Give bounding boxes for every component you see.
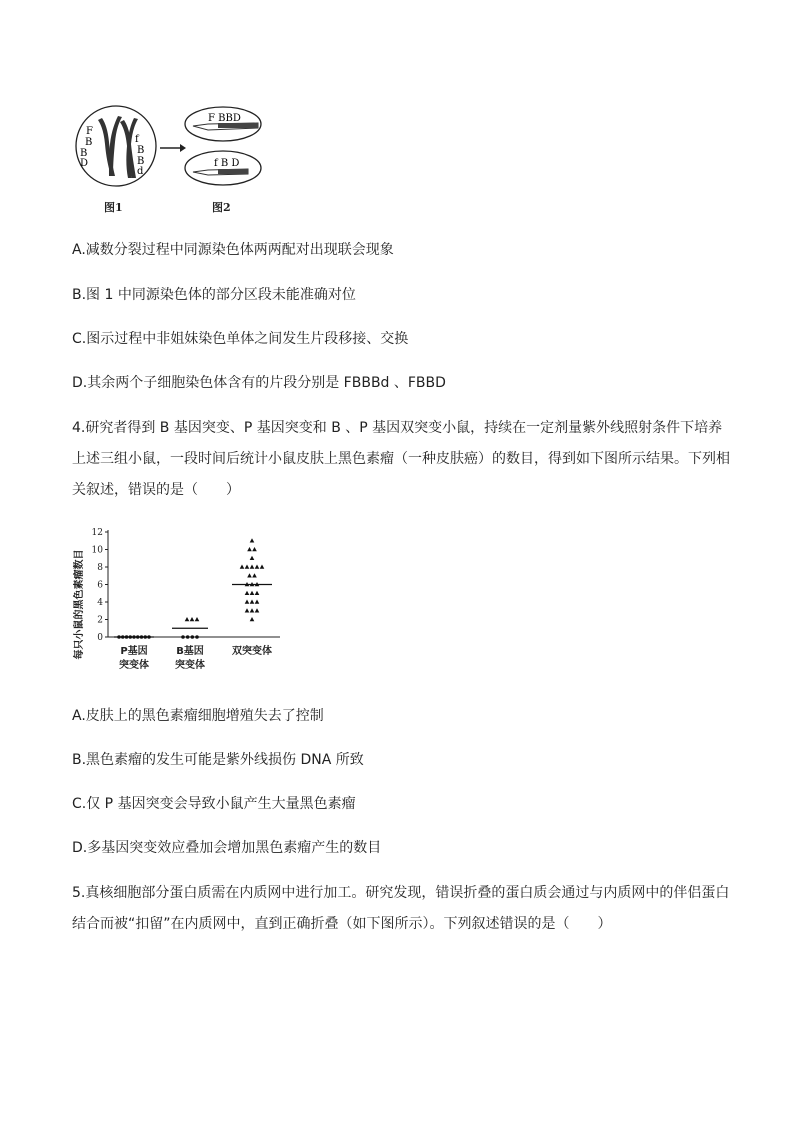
data-point <box>250 538 255 542</box>
q3-option-d: D.其余两个子细胞染色体含有的片段分别是 FBBBd 、FBBD <box>72 375 446 391</box>
x-tick-label: 双突变体 <box>232 646 272 657</box>
gene-letter: F <box>86 126 93 137</box>
q4-option-c: C.仅 P 基因突变会导致小鼠产生大量黑色素瘤 <box>72 796 356 812</box>
y-tick-label: 0 <box>97 633 103 643</box>
gene-letter: B <box>85 137 93 148</box>
q4-option-a: A.皮肤上的黑色素瘤细胞增殖失去了控制 <box>72 708 324 724</box>
data-point <box>181 635 185 639</box>
y-tick-label: 2 <box>97 615 103 626</box>
data-point <box>250 565 255 569</box>
q3-option-a: A.减数分裂过程中同源染色体两两配对出现联会现象 <box>72 242 394 258</box>
data-point <box>245 591 250 595</box>
x-tick-label: B基因 <box>176 646 204 657</box>
melanoma-scatter-chart <box>68 520 288 680</box>
figure-2-label: 图2 <box>212 201 231 214</box>
data-point <box>185 617 190 621</box>
q3-option-c: C.图示过程中非姐妹染色单体之间发生片段移接、交换 <box>72 331 409 347</box>
data-point <box>260 565 265 569</box>
q4-stem: 4.研究者得到 B 基因突变、P 基因突变和 B 、P 基因双突变小鼠，持续在一定剂量紫外线照射条件下培养上述三组小鼠，一段时间后统计小鼠皮肤上黑色素瘤（一种皮肤癌）的数目，得到如下图所示结果。下列相关叙述，错误的是（ ） <box>72 420 730 498</box>
y-tick-label: 10 <box>91 545 103 556</box>
data-point <box>245 565 250 569</box>
data-point <box>250 600 255 604</box>
data-point <box>191 635 195 639</box>
chromosome-left <box>98 116 122 176</box>
data-point <box>195 635 199 639</box>
cell-gene-text: F BBD <box>208 113 241 124</box>
data-point <box>255 565 260 569</box>
chromosome-right <box>120 118 138 178</box>
gene-letter: f <box>135 134 139 145</box>
q4-option-b: B.黑色素瘤的发生可能是紫外线损伤 DNA 所致 <box>72 752 364 768</box>
data-point <box>252 573 257 577</box>
data-point <box>255 600 260 604</box>
chromosome-band <box>218 169 248 174</box>
gene-letter: B <box>137 156 145 167</box>
data-point <box>250 608 255 612</box>
gene-letter: D <box>80 158 89 169</box>
data-point <box>245 600 250 604</box>
data-point <box>190 617 195 621</box>
gene-letter: B <box>137 145 145 156</box>
data-point <box>250 617 255 621</box>
data-point <box>252 547 257 551</box>
q4-option-d: D.多基因突变效应叠加会增加黑色素瘤产生的数目 <box>72 840 382 856</box>
arrow-right-icon <box>160 144 186 152</box>
data-point <box>247 573 252 577</box>
q3-option-b: B.图 1 中同源染色体的部分区段未能准确对位 <box>72 287 356 303</box>
gene-letter: d <box>137 166 144 177</box>
x-tick-label: P基因 <box>120 646 148 657</box>
y-tick-label: 12 <box>91 528 103 538</box>
data-point <box>195 617 200 621</box>
data-point <box>240 565 245 569</box>
gene-letter: B <box>80 148 88 159</box>
data-point <box>255 608 260 612</box>
data-point <box>255 591 260 595</box>
data-point <box>250 591 255 595</box>
q5-stem: 5.真核细胞部分蛋白质需在内质网中进行加工。研究发现，错误折叠的蛋白质会通过与内质网中的伴侣蛋白结合而被“扣留”在内质网中，直到正确折叠（如下图所示）。下列叙述错误的是（ ） <box>72 885 730 932</box>
figure-1-label: 图1 <box>104 201 123 214</box>
y-axis-label: 每只小鼠的黑色素瘤数目 <box>74 549 85 660</box>
x-tick-label: 突变体 <box>119 660 149 671</box>
y-tick-label: 6 <box>97 580 103 591</box>
data-point <box>250 556 255 560</box>
x-tick-label: 突变体 <box>175 660 205 671</box>
y-tick-label: 4 <box>97 598 103 608</box>
cell-gene-text: f B D <box>214 158 240 169</box>
data-point <box>186 635 190 639</box>
y-tick-label: 8 <box>97 563 103 573</box>
data-point <box>247 547 252 551</box>
data-point <box>245 608 250 612</box>
chromosome-figure <box>68 100 268 220</box>
